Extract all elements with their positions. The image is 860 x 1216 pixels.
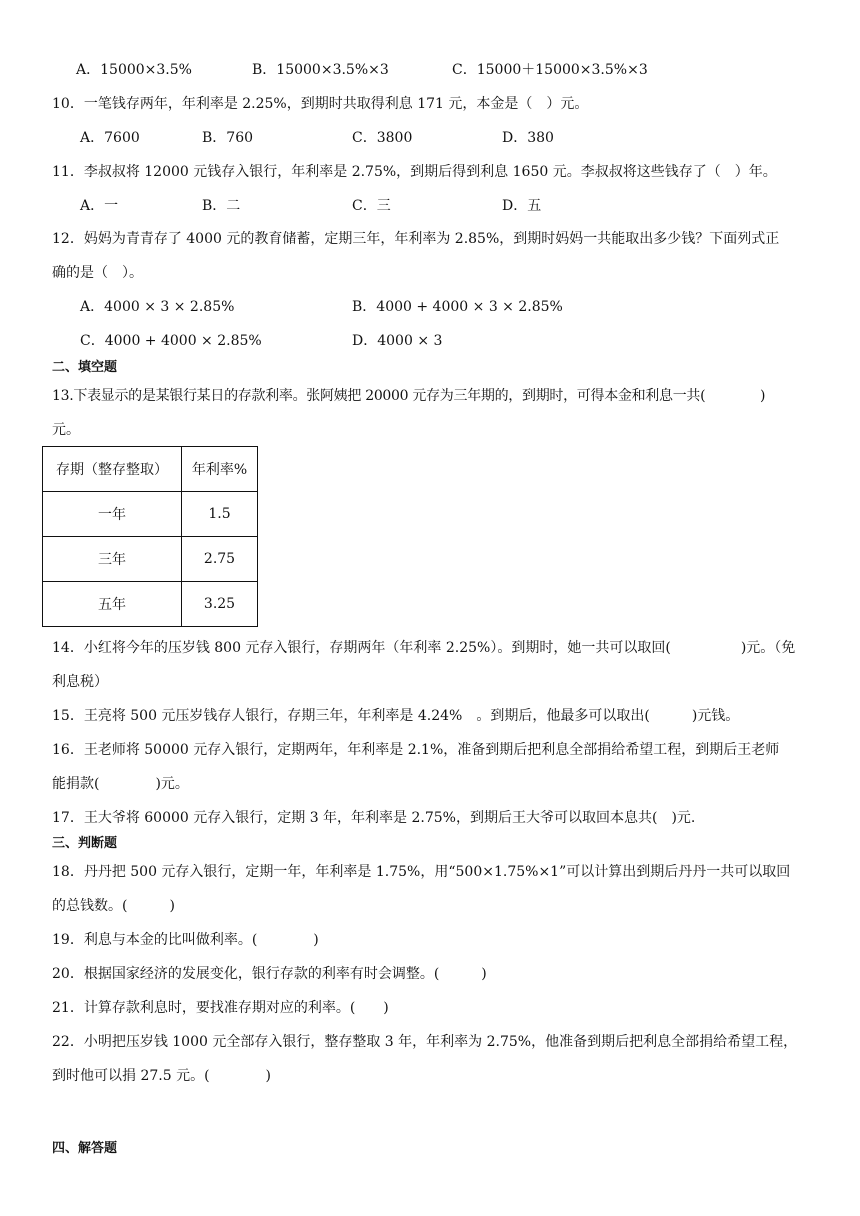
q10-option-b: B．760 xyxy=(202,130,254,146)
question-18-line-2: 的总钱数。( ) xyxy=(52,898,175,914)
question-17: 17．王大爷将 60000 元存入银行，定期 3 年，年利率是 2.75%，到期后王大爷可以取回本息共( )元. xyxy=(52,810,696,826)
question-21: 21．计算存款利息时，要找准存期对应的利率。( ) xyxy=(52,1000,389,1016)
q11-option-b: B．二 xyxy=(202,198,241,214)
q12-option-c: C．4000 + 4000 × 2.85% xyxy=(80,333,262,349)
q10-option-a: A．7600 xyxy=(80,130,140,146)
section-heading-true-false: 三、判断题 xyxy=(52,836,118,851)
table-cell-rate: 2.75 xyxy=(182,537,258,582)
question-18-line-1: 18．丹丹把 500 元存入银行，定期一年，年利率是 1.75%，用“500×1.75%×1”可以计算出到期后丹丹一共可以取回 xyxy=(52,864,791,880)
table-row xyxy=(43,582,258,627)
q10-option-c: C．3800 xyxy=(352,130,413,146)
q11-option-d: D．五 xyxy=(502,198,542,214)
q11-option-c: C．三 xyxy=(352,198,391,214)
question-20: 20．根据国家经济的发展变化，银行存款的利率有时会调整。( ) xyxy=(52,966,487,982)
question-16-line-1: 16．王老师将 50000 元存入银行，定期两年，年利率是 2.1%，准备到期后把利息全部捐给希望工程，到期后王老师 xyxy=(52,742,780,758)
q12-option-b: B．4000 + 4000 × 3 × 2.85% xyxy=(352,299,563,315)
table-cell-rate: 3.25 xyxy=(182,582,258,627)
table-row xyxy=(43,492,258,537)
question-16-line-2: 能捐款( )元。 xyxy=(52,776,189,792)
question-15: 15．王亮将 500 元压岁钱存人银行，存期三年，年利率是 4.24% 。到期后，他最多可以取出( )元钱。 xyxy=(52,708,740,724)
question-13-line-1: 13.下表显示的是某银行某日的存款利率。张阿姨把 20000 元存为三年期的，到期时，可得本金和利息一共( ) xyxy=(52,388,766,404)
q12-option-a: A．4000 × 3 × 2.85% xyxy=(80,299,235,315)
question-14-line-2: 利息税） xyxy=(52,674,108,690)
q9-option-b: B．15000×3.5%×3 xyxy=(252,62,389,78)
question-22-line-2: 到时他可以捐 27.5 元。( ) xyxy=(52,1068,271,1084)
section-heading-word-problems: 四、解答题 xyxy=(52,1141,118,1156)
table-header-rate: 年利率% xyxy=(182,447,258,492)
table-cell-term: 一年 xyxy=(43,492,182,537)
question-11: 11．李叔叔将 12000 元钱存入银行，年利率是 2.75%，到期后得到利息 1650 元。李叔叔将这些钱存了（ ）年。 xyxy=(52,164,777,180)
q11-option-a: A．一 xyxy=(80,198,119,214)
interest-rate-table xyxy=(42,446,258,627)
table-header-term: 存期（整存整取） xyxy=(43,447,182,492)
question-10: 10．一笔钱存两年，年利率是 2.25%，到期时共取得利息 171 元，本金是（ ）元。 xyxy=(52,96,589,112)
table-cell-term: 五年 xyxy=(43,582,182,627)
section-heading-fill-in: 二、填空题 xyxy=(52,360,118,375)
question-22-line-1: 22．小明把压岁钱 1000 元全部存入银行，整存整取 3 年，年利率为 2.75%，他准备到期后把利息全部捐给希望工程， xyxy=(52,1034,798,1050)
question-14-line-1: 14．小红将今年的压岁钱 800 元存入银行，存期两年（年利率 2.25%）。到期时，她一共可以取回( )元。（免 xyxy=(52,640,796,656)
table-cell-term: 三年 xyxy=(43,537,182,582)
table-header-row xyxy=(43,447,258,492)
q12-option-d: D．4000 × 3 xyxy=(352,333,443,349)
table-cell-rate: 1.5 xyxy=(182,492,258,537)
question-13-line-2: 元。 xyxy=(52,422,80,438)
question-12-line-2: 确的是（ ）。 xyxy=(52,265,143,281)
q9-option-a: A．15000×3.5% xyxy=(76,62,192,78)
table-row xyxy=(43,537,258,582)
question-12-line-1: 12．妈妈为青青存了 4000 元的教育储蓄，定期三年，年利率为 2.85%，到期时妈妈一共能取出多少钱？下面列式正 xyxy=(52,231,780,247)
q9-option-c: C．15000＋15000×3.5%×3 xyxy=(452,62,648,78)
q10-option-d: D．380 xyxy=(502,130,554,146)
question-19: 19．利息与本金的比叫做利率。( ) xyxy=(52,932,319,948)
